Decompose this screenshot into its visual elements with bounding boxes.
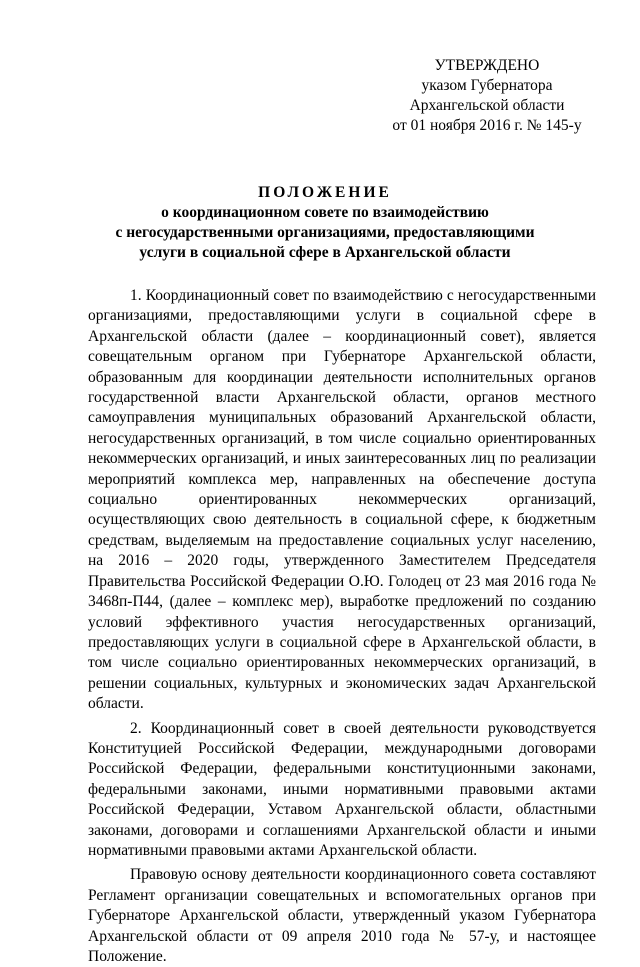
approval-region: Архангельской области xyxy=(409,97,565,114)
document-title xyxy=(60,183,590,263)
paragraph-1: 1. Координационный совет по взаимодействию с негосударственными организациями, предоставляющими услуги в социальной сфере в Архангельской области (далее – координационный совет), является совещательным органом при Губернаторе Архангельской области, образованным для координации деятельности исполнительных органов государственной власти Архангельской области, органов местного самоуправления муниципальных образований Архангельской области, негосударственных организаций, в том числе социально ориентированных некоммерческих организаций, и иных заинтересованных лиц по реализации мероприятий комплекса мер, направленных на обеспечение доступа социально ориентированных некоммерческих организаций, осуществляющих свою деятельность в социальной сфере, к бюджетным средствам, выделяемым на предоставление социальных услуг населению, на 2016 – 2020 годы, утвержденного Заместителем Председателя Правительства Российской Федерации О.Ю. Голодец от 23 мая 2016 года № 3468п-П44, (далее – комплекс мер), выработке предложений по созданию условий эффективного участия негосударственных организаций, предоставляющих услуги в социальной сфере в Архангельской области, в том числе социально ориентированных некоммерческих организаций, в решении социальных, культурных и экономических задач Архангельской области. xyxy=(88,287,596,713)
paragraph-3: Правовую основу деятельности координационного совета составляют Регламент организации совещательных и вспомогательных органов при Губернаторе Архангельской области, утвержденный указом Губернатора Архангельской области от 09 апреля 2010 года № 57-у, и настоящее Положение. xyxy=(88,866,596,965)
title-line-2: с негосударственными организациями, предоставляющими xyxy=(115,224,535,241)
approval-heading: УТВЕРЖДЕНО xyxy=(434,57,540,74)
title-line-3: услуги в социальной сфере в Архангельской области xyxy=(139,244,511,261)
title-line-1: о координационном совете по взаимодействию xyxy=(161,204,489,221)
paragraph-2: 2. Координационный совет в своей деятельности руководствуется Конституцией Российской Федерации, международными договорами Российской Федерации, федеральными конституционными законами, федеральными законами, иными нормативными правовыми актами Российской Федерации, Уставом Архангельской области, областными законами, договорами и соглашениями Архангельской области и иными нормативными правовыми актами Архангельской области. xyxy=(88,719,596,859)
document-body xyxy=(88,286,596,967)
approval-stamp-block xyxy=(372,56,602,136)
approval-authority: указом Губернатора xyxy=(421,77,553,94)
title-main: ПОЛОЖЕНИЕ xyxy=(258,184,392,201)
approval-date-number: от 01 ноября 2016 г. № 145-у xyxy=(392,117,582,134)
